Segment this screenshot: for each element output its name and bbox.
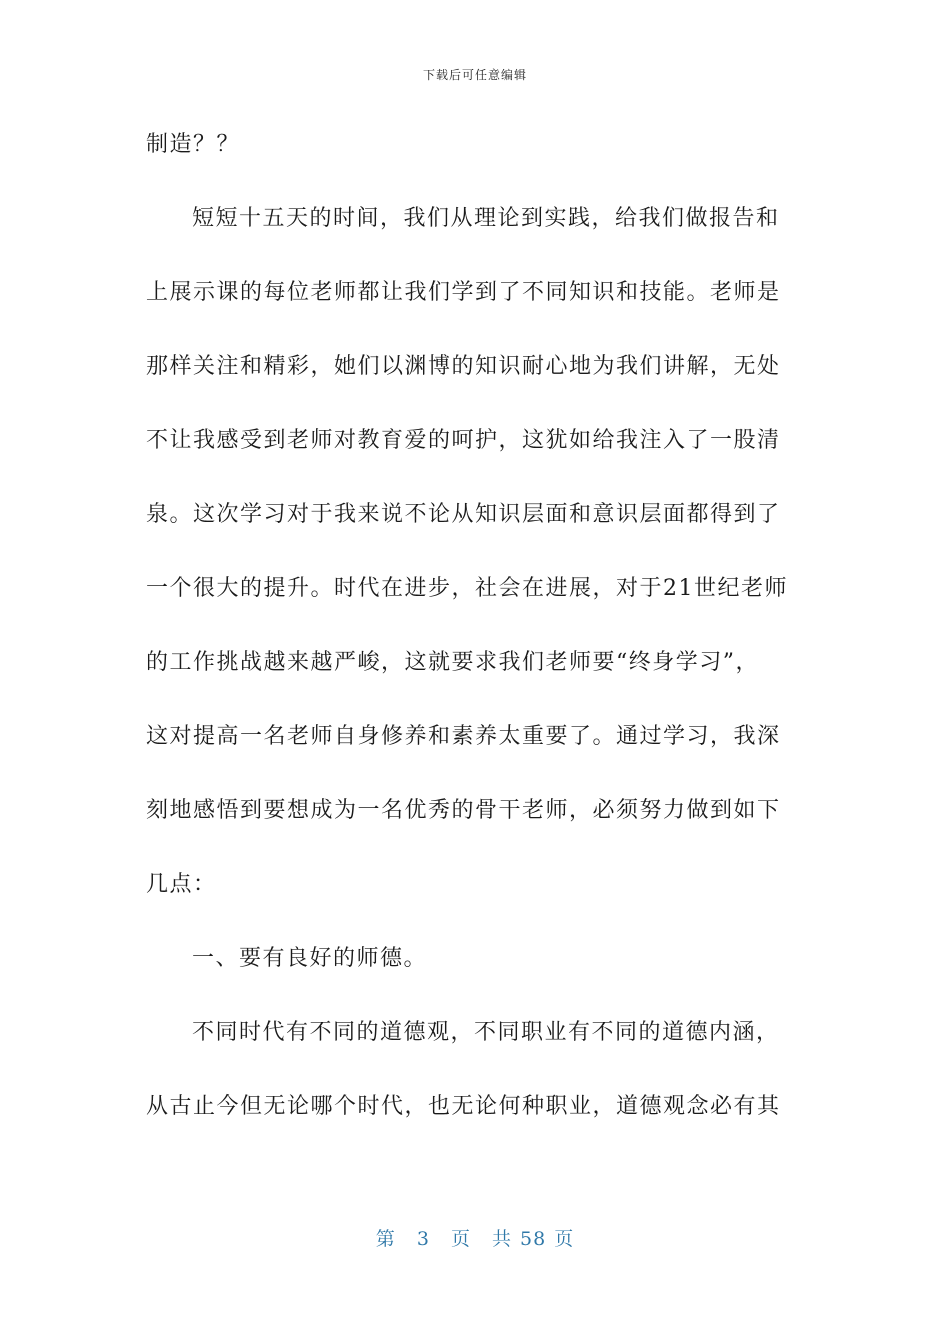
text-line: 的工作挑战越来越严峻，这就要求我们老师要“终身学习”， bbox=[146, 650, 759, 675]
text-line: 这对提高一名老师自身修养和素养太重要了。通过学习，我深 bbox=[146, 724, 781, 749]
text-line: 上展示课的每位老师都让我们学到了不同知识和技能。老师是 bbox=[146, 280, 781, 305]
footer-label-ye: 页 bbox=[450, 1228, 471, 1250]
text-line: 那样关注和精彩，她们以渊博的知识耐心地为我们讲解，无处 bbox=[146, 354, 781, 379]
total-page-count: 58 bbox=[520, 1228, 547, 1250]
text-line: 从古止今但无论哪个时代，也无论何种职业，道德观念必有其 bbox=[146, 1094, 781, 1119]
page-footer bbox=[0, 1224, 950, 1251]
text-line: 不让我感受到老师对教育爱的呵护，这犹如给我注入了一股清 bbox=[146, 428, 781, 453]
text-line: 不同时代有不同的道德观，不同职业有不同的道德内涵， bbox=[192, 1020, 780, 1045]
footer-label-gong: 共 bbox=[492, 1228, 513, 1250]
text-line: 短短十五天的时间，我们从理论到实践，给我们做报告和 bbox=[192, 206, 780, 231]
current-page-number: 3 bbox=[416, 1228, 430, 1250]
text-line: 一个很大的提升。时代在进步，社会在进展，对于21世纪老师 bbox=[146, 576, 788, 601]
text-line: 刻地感悟到要想成为一名优秀的骨干老师，必须努力做到如下 bbox=[146, 798, 781, 823]
footer-label-ye-total: 页 bbox=[554, 1228, 575, 1250]
footer-label-di: 第 bbox=[375, 1228, 396, 1250]
text-line: 几点： bbox=[146, 872, 217, 897]
page-header: 下载后可任意编辑 bbox=[422, 68, 527, 82]
text-line: 制造？？ bbox=[146, 132, 241, 157]
text-line: 泉。这次学习对于我来说不论从知识层面和意识层面都得到了 bbox=[146, 502, 781, 527]
section-heading: 一、要有良好的师德。 bbox=[192, 946, 428, 971]
document-body bbox=[146, 118, 806, 1154]
